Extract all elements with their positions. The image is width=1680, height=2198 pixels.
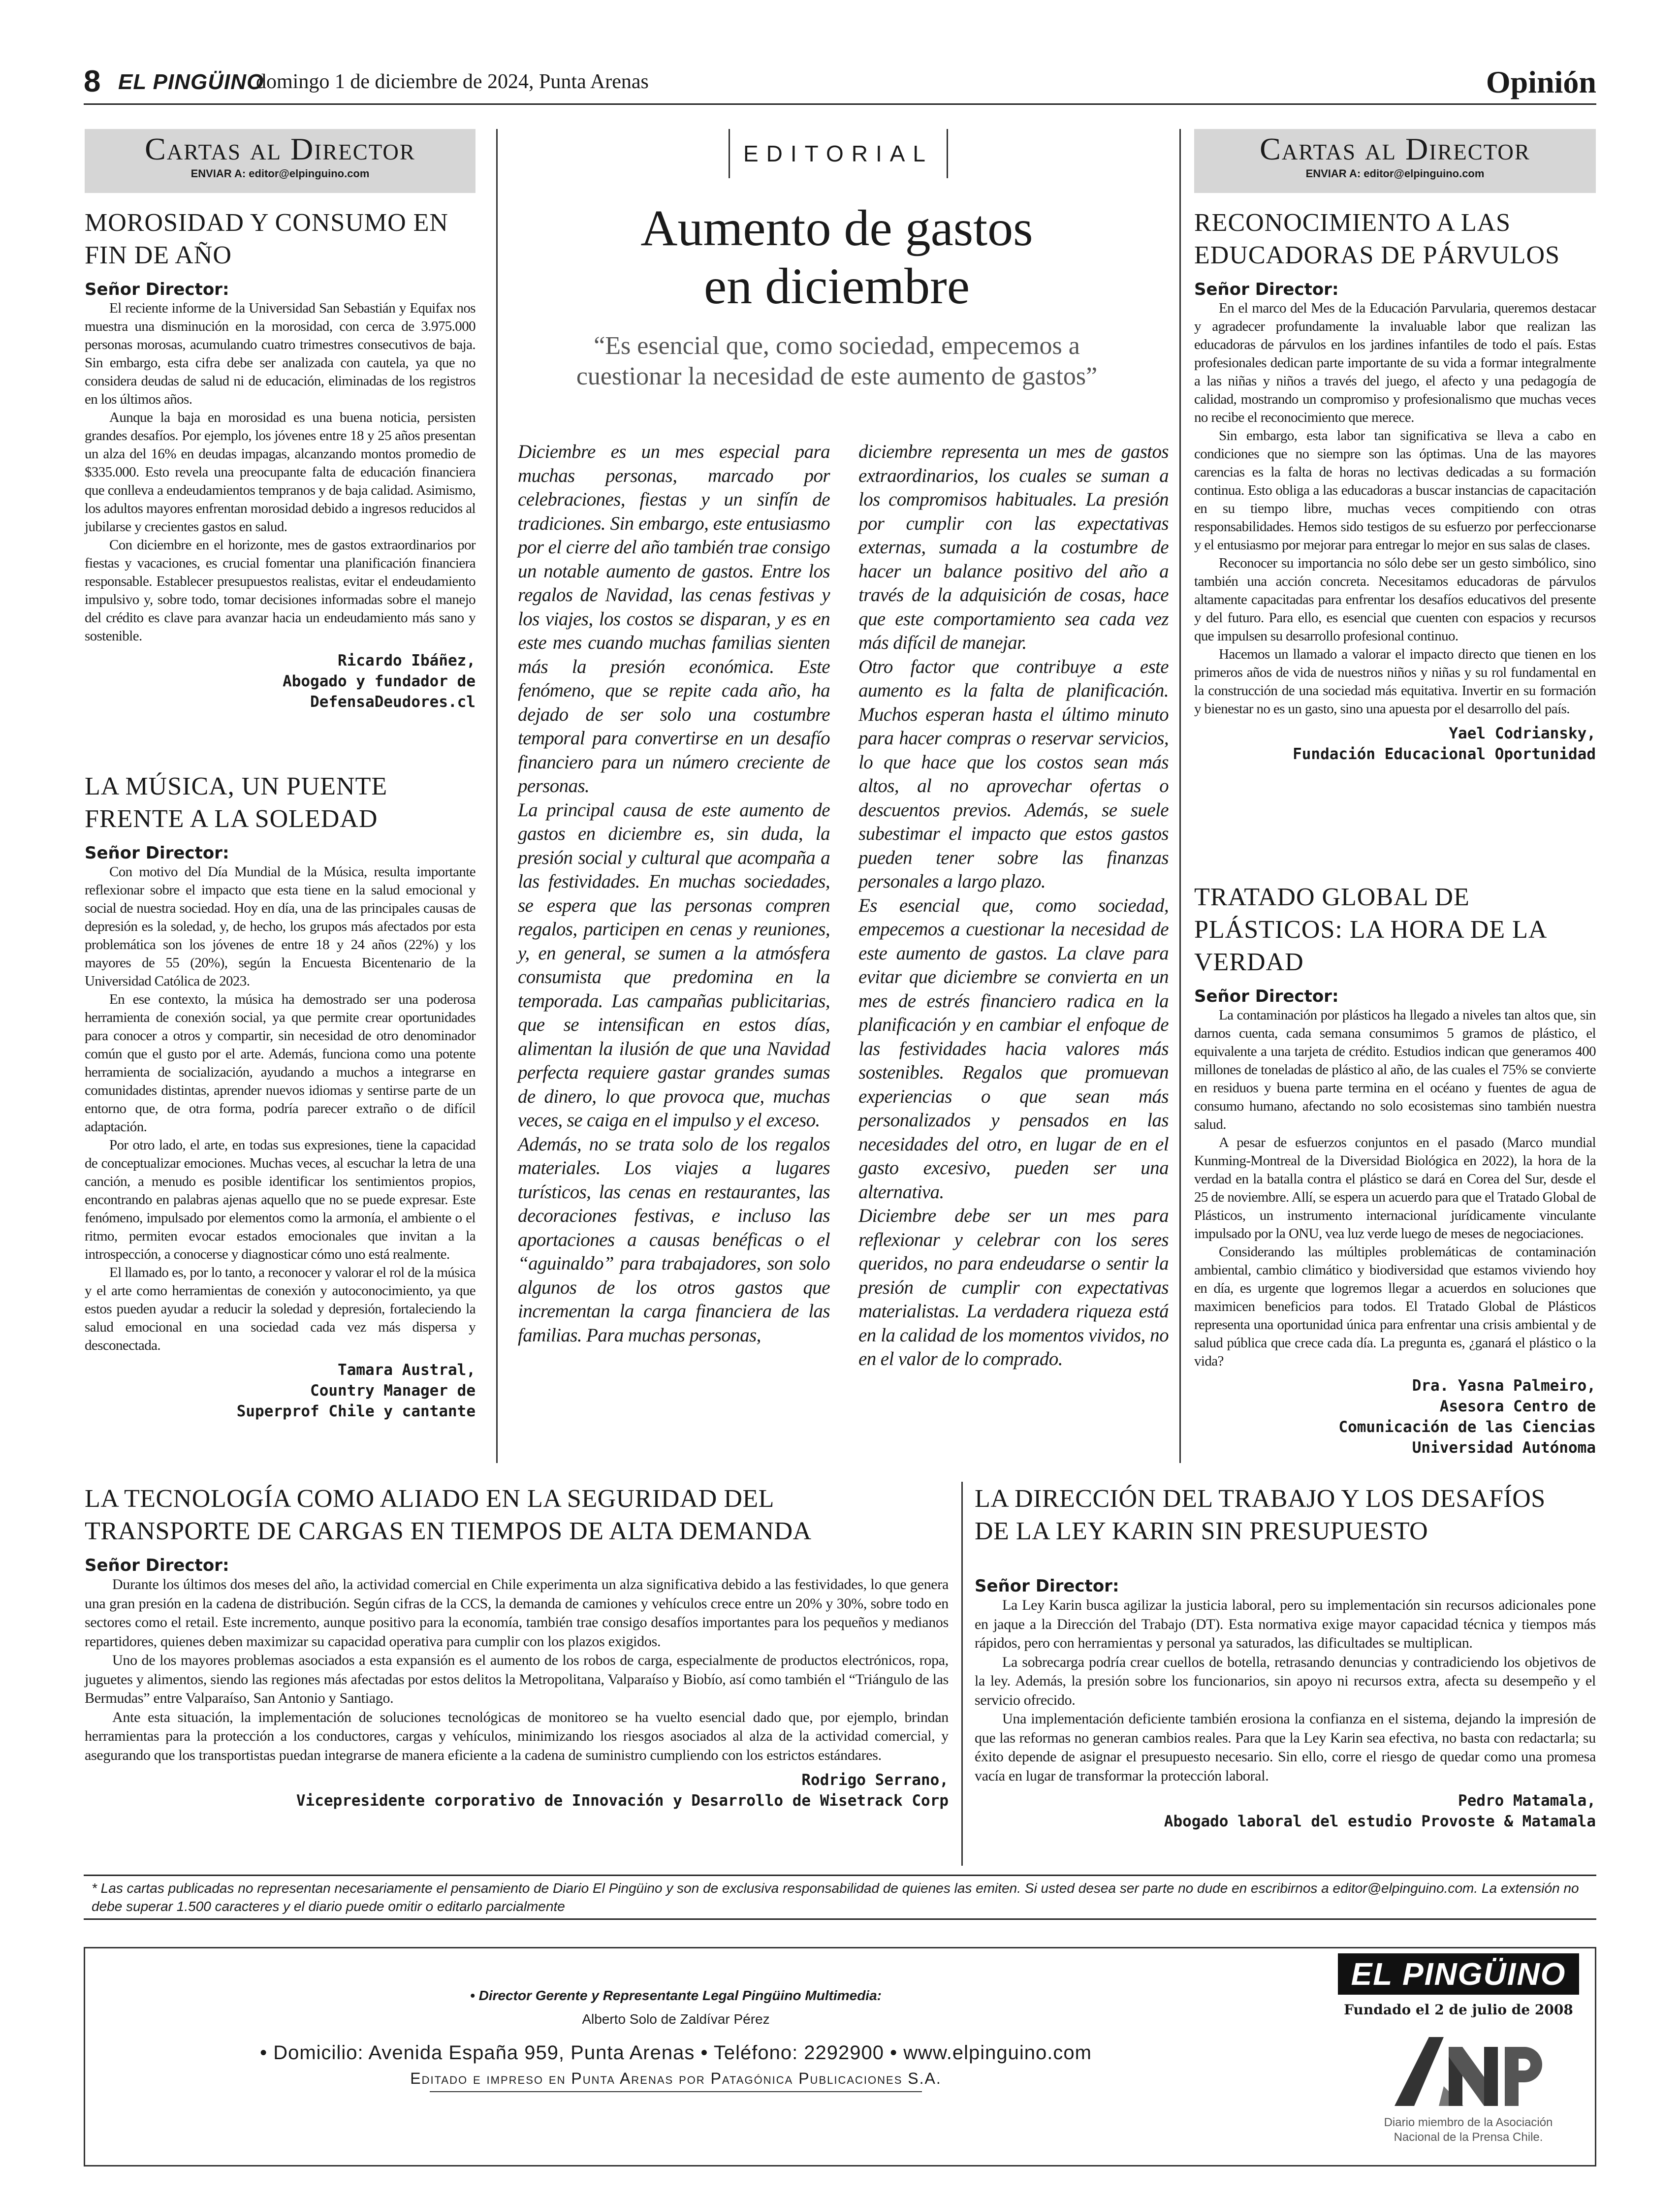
column-divider-right [1179, 129, 1181, 1463]
masthead-brand: EL PINGÜINO [118, 70, 264, 94]
letter-title: TRATADO GLOBAL DE PLÁSTICOS: LA HORA DE LA VERDAD [1194, 883, 1546, 976]
letter-title [975, 1483, 1596, 1548]
paragraph: diciembre representa un mes de gastos extraordinarios, los cuales se suman a los compromisos habituales. La presión por cumplir con las expectativas externas, sumada a la costumbre de hacer un balance positivo del año a través de la adquisición de cosas, hace que este comportamiento sea cada vez más difícil de manejar. [858, 441, 1169, 653]
cartas-send-to: ENVIAR A: editor@elpinguino.com [190, 167, 370, 180]
paragraph: Ante esta situación, la implementación de soluciones tecnológicas de monitoreo se ha vuelto esencial dado que, por ejemplo, brindan herramientas para la protección a los conductores, cargas y vehículos, minimizando los riesgos asociados al alza de la actividad comercial, y asegurando que los transportistas puedan integrarse de manera eficiente a la cadena de suministro cumpliendo con los estrictos estándares. [85, 1709, 949, 1763]
address-line: • Domicilio: Avenida España 959, Punta Arenas • Teléfono: 2292900 • www.elpinguino.com [260, 2042, 1092, 2064]
signature [1194, 1375, 1596, 1458]
salutation: Señor Director: [1194, 987, 1339, 1006]
paragraph: El llamado es, por lo tanto, a reconocer y valorar el rol de la música y el arte como herramientas de conexión y autoconocimiento, ya que estos pueden ayudar a reducir la soledad y depresión, fortaleciendo la salud emocional en una sociedad cada vez más dispersa y desconectada. [85, 1265, 475, 1353]
letter-title-line: TRANSPORTE DE CARGAS EN TIEMPOS DE ALTA DEMANDA [85, 1517, 812, 1545]
letter-body [85, 299, 475, 645]
letter-title-line: DE LA LEY KARIN SIN PRESUPUESTO [975, 1517, 1428, 1545]
cartas-title: Cartas al Director [145, 131, 415, 166]
paragraph: Por otro lado, el arte, en todas sus expresiones, tiene la capacidad de conceptualizar emociones. Muchas veces, al escuchar la letra de una canción, a menudo es posible identificar los sentimientos propios, encontrando en palabras ajenas aquello que no se puede expresar. Este fenómeno, impulsado por elementos como la armonía, el ambiente o el ritmo, permiten evocar estados emocionales que invitan a la introspección, a conocerse y diagnosticar cómo uno está realmente. [85, 1137, 475, 1262]
signature [975, 1790, 1596, 1832]
signature-org: Superprof Chile y cantante [236, 1402, 475, 1420]
editorial-title-line: Aumento de gastos [640, 200, 1033, 256]
signature-name: Rodrigo Serrano, [801, 1771, 949, 1789]
letter-body [85, 1575, 949, 1765]
paragraph: Con diciembre en el horizonte, mes de gastos extraordinarios por fiestas y vacaciones, es crucial fomentar una planificación financiera responsable. Establecer presupuestos realistas, evitar el endeudamiento impulsivo y, sobre todo, tomar decisiones informadas sobre el manejo del crédito es clave para avanzar hacia un endeudamiento más sano y sostenible. [85, 537, 475, 644]
section-title: Opinión [1486, 64, 1596, 99]
letter-title [85, 1483, 949, 1548]
signature-role: Country Manager de [310, 1382, 475, 1400]
anp-caption-1: Diario miembro de la Asociación [1384, 2116, 1553, 2129]
signature [85, 1770, 949, 1811]
signature [1194, 723, 1596, 765]
signature [85, 1360, 475, 1422]
signature-name: Pedro Matamala, [1458, 1792, 1596, 1810]
founded-line: Fundado el 2 de julio de 2008 [1344, 2002, 1573, 2018]
letter-educadoras [1194, 207, 1596, 765]
letter-morosidad [85, 207, 475, 712]
cartas-send-to: ENVIAR A: editor@elpinguino.com [1305, 167, 1485, 180]
paragraph: Diciembre debe ser un mes para reflexionar y celebrar con los seres queridos, no para endeudarse o sentir la presión de cumplir con expectativas materialistas. La verdadera riqueza está en la calidad de los momentos vividos, no en el valor de lo comprado. [858, 1205, 1169, 1370]
paragraph: Con motivo del Día Mundial de la Música, resulta importante reflexionar sobre el impacto que esta tiene en la salud emocional y social de nuestra sociedad. Hoy en día, una de las principales causas de depresión es la soledad, y, de hecho, los grupos más afectados por esta problemática son los jóvenes de entre 18 y 24 años (22%) y los mayores de 55 (20%), según la Encuesta Bicentenario de la Universidad Católica de 2023. [85, 864, 475, 989]
anp-caption-2: Nacional de la Prensa Chile. [1394, 2131, 1543, 2144]
disclaimer: * Las cartas publicadas no representan necesariamente el pensamiento de Diario El Pingüino y son de exclusiva responsabilidad de quienes las emiten. Si usted desea ser parte no dude en escribirnos a editor@elpinguino.com. La extensión no debe superar 1.500 caracteres y el diario puede omitir o editarlo parcialmente [84, 1875, 1596, 1920]
editorial-column-1 [518, 440, 830, 1347]
letter-tecnologia [85, 1483, 949, 1811]
publisher-line: Editado e impreso en Punta Arenas por Patagónica Publicaciones S.A. [410, 2070, 942, 2087]
salutation: Señor Director: [975, 1576, 1119, 1596]
paragraph: A pesar de esfuerzos conjuntos en el pasado (Marco mundial Kunming-Montreal de la Diversidad Biológica en 2022), la hora de la verdad en la batalla contra el plástico se dará en Corea del Sur, desde el 25 de noviembre. Allí, se espera un acuerdo para que el Tratado Global de Plásticos, un instrumento internacional jurídicamente vinculante impulsado por la ONU, vea luz verde luego de meses de negociaciones. [1194, 1135, 1596, 1242]
el-pinguino-logo: EL PINGÜINO [1338, 1953, 1579, 1995]
letter-body [1194, 299, 1596, 718]
paragraph: Hacemos un llamado a valorar el impacto directo que tienen en los primeros años de vida de nuestros niños y niñas y su rol fundamental en la construcción de una sociedad más equitativa. Invertir en su formación y bienestar no es un gasto, sino una apuesta por el desarrollo del país. [1194, 646, 1596, 717]
salutation: Señor Director: [85, 843, 229, 863]
signature-role: Vicepresidente corporativo de Innovación y Desarrollo de Wisetrack Corp [296, 1792, 949, 1810]
column-divider-bottom [961, 1482, 963, 1866]
cartas-header-left [85, 129, 475, 193]
paragraph: La Ley Karin busca agilizar la justicia laboral, pero su implementación sin recursos adicionales pone en jaque a la Dirección del Trabajo (DT). Esta normativa exige mayor capacidad técnica y tiempos más rápidos, pero con herramientas y personal ya saturados, las dificultades se multiplican. [975, 1597, 1596, 1651]
signature-org: DefensaDeudores.cl [310, 693, 475, 711]
paragraph: Durante los últimos dos meses del año, la actividad comercial en Chile experimenta un alza significativa debido a las festividades, lo que genera una gran presión en la cadena de distribución. Según cifras de la CCS, la demanda de camiones y vehículos crece entre un 20% y 30%, sobre todo en sectores como el retail. Este incremento, aunque positivo para la economía, también trae consigo desafíos importantes para los pequeños y medianos repartidores, quienes deben maximizar su capacidad operativa para cumplir con los plazos exigidos. [85, 1576, 949, 1650]
editorial-title-line: en diciembre [704, 258, 970, 315]
signature-org: Fundación Educacional Oportunidad [1293, 745, 1596, 763]
paragraph: Además, no se trata solo de los regalos materiales. Los viajes a lugares turísticos, las cenas en restaurantes, las decoraciones festivas, e incluso las aportaciones a causas benéficas o el “aguinaldo” para trabajadores, son solo algunos de los otros gastos que incrementan la carga financiera de las familias. Para muchas personas, [518, 1133, 830, 1346]
footer-box [84, 1947, 1596, 2166]
signature-name: Tamara Austral, [338, 1361, 475, 1379]
letter-musica [85, 770, 475, 1422]
letter-title: MOROSIDAD Y CONSUMO EN FIN DE AÑO [85, 209, 448, 269]
paragraph: Uno de los mayores problemas asociados a esta expansión es el aumento de los robos de carga, especialmente de productos electrónicos, ropa, juguetes y alimentos, siendo las regiones más afectadas por estos delitos la Metropolitana, Valparaíso y Biobío, así como también el “Triángulo de las Bermudas” entre Valparaíso, San Antonio y Santiago. [85, 1652, 949, 1706]
signature-role: Abogado laboral del estudio Provoste & Matamala [1164, 1813, 1596, 1830]
signature-org: Comunicación de las Ciencias [1338, 1418, 1596, 1436]
letter-title: RECONOCIMIENTO A LAS EDUCADORAS DE PÁRVULOS [1194, 209, 1560, 269]
editorial-column-2 [858, 440, 1169, 1371]
paragraph: Diciembre es un mes especial para muchas personas, marcado por celebraciones, fiestas y un sinfín de tradiciones. Sin embargo, este entusiasmo por el cierre del año también trae consigo un notable aumento de gastos. Entre los regalos de Navidad, las cenas festivas y los viajes, los costos se disparan, y es en este mes cuando muchas familias sienten más la presión económica. Este fenómeno, que se repite cada año, ha dejado de ser solo una costumbre temporal para convertirse en un desafío financiero para un número creciente de personas. [518, 441, 830, 796]
paragraph: El reciente informe de la Universidad San Sebastián y Equifax nos muestra una disminución en la morosidad, con cerca de 3.975.000 personas morosas, acumulando cuatro trimestres consecutivos de baja. Sin embargo, esta cifra debe ser analizada con cautela, ya que no considera deudas de salud ni de educación, eliminadas de los registros en los últimos años. [85, 300, 475, 407]
signature-name: Ricardo Ibáñez, [338, 652, 475, 669]
signature [85, 650, 475, 712]
letter-body [975, 1596, 1596, 1785]
letter-plasticos [1194, 881, 1596, 1458]
salutation: Señor Director: [85, 1556, 229, 1575]
anp-logo-icon [1385, 2027, 1552, 2111]
paragraph: Aunque la baja en morosidad es una buena noticia, persisten grandes desafíos. Por ejemplo, los jóvenes entre 18 y 25 años presentan un alza del 16% en deudas impagas, alcanzando montos promedio de $335.000. Esto revela una preocupante falta de educación financiera que conlleva a endeudamientos tempranos y de baja calidad. Asimismo, los adultos mayores enfrentan morosidad debido a ingresos reducidos al jubilarse y crecientes gastos en salud. [85, 410, 475, 535]
paragraph: Una implementación deficiente también erosiona la confianza en el sistema, dejando la impresión de que las reformas no generan cambios reales. Para que la Ley Karin sea efectiva, no basta con redactarla; su éxito depende de asignar el presupuesto necesario. Sin ello, corre el riesgo de quedar como una promesa vacía en lugar de transformar la protección laboral. [975, 1711, 1596, 1784]
letter-title-line: LA DIRECCIÓN DEL TRABAJO Y LOS DESAFÍOS [975, 1485, 1546, 1513]
paragraph: Otro factor que contribuye a este aumento es la falta de planificación. Muchos esperan hasta el último minuto para hacer compras o reservar servicios, lo que hace que los costos sean más altos, al no aprovechar ofertas o descuentos previos. Además, se suele subestimar el impacto que estos gastos pueden tener sobre las finanzas personales a largo plazo. [858, 656, 1169, 892]
editorial-title [512, 199, 1162, 316]
letter-body [85, 863, 475, 1355]
signature-role: Asesora Centro de [1439, 1398, 1596, 1415]
editorial-pullquote: “Es esencial que, como sociedad, empecemos a cuestionar la necesidad de este aumento de gastos” [576, 332, 1098, 390]
page-number: 8 [84, 64, 101, 98]
salutation: Señor Director: [85, 280, 229, 299]
signature-org: Universidad Autónoma [1412, 1439, 1596, 1457]
column-divider-left [496, 129, 498, 1463]
dateline: domingo 1 de diciembre de 2024, Punta Arenas [256, 70, 649, 93]
paragraph: La principal causa de este aumento de gastos en diciembre es, sin duda, la presión social y cultural que acompaña a las festividades. En muchas sociedades, se espera que las personas compren regalos, participen en cenas y reuniones, y, en general, se sumen a la atmósfera consumista que predomina en la temporada. Las campañas publicitarias, que se intensifican en estos días, alimentan la ilusión de que una Navidad perfecta requiere gastar grandes sumas de dinero, lo que provoca que, muchas veces, se caiga en el impulso y el exceso. [518, 799, 830, 1131]
paragraph: En ese contexto, la música ha demostrado ser una poderosa herramienta de conexión social, ya que permite crear oportunidades para conocer a otros y compartir, sin necesidad de otro denominador común que el gusto por el arte. Además, funciona como una potente herramienta de socialización, ayudando a muchos a integrarse en comunidades distintas, aprender nuevos idiomas y sentirse parte de un entorno que, de otra forma, podría parecer extraño o de difícil adaptación. [85, 991, 475, 1135]
letter-ley-karin [975, 1483, 1596, 1832]
signature-name: Dra. Yasna Palmeiro, [1412, 1377, 1596, 1395]
paragraph: Es esencial que, como sociedad, empecemos a cuestionar la necesidad de este aumento de gastos. La clave para evitar que diciembre se convierta en un mes de estrés financiero radica en la planificación y en cambiar el enfoque de las festividades hacia valores más sostenibles. Regalos que promuevan experiencias o que sean más personalizados y pensados en las necesidades del otro, en lugar de en el gasto excesivo, pueden ser una alternativa. [858, 894, 1169, 1203]
cartas-title: Cartas al Director [1260, 131, 1530, 166]
publisher-underline [430, 2091, 922, 2092]
paragraph: La sobrecarga podría crear cuellos de botella, retrasando denuncias y contradiciendo los objetivos de la ley. Además, la presión sobre los funcionarios, sin apoyo ni recursos extra, afecta su desempeño y el servicio ofrecido. [975, 1654, 1596, 1708]
director-name: Alberto Solo de Zaldívar Pérez [582, 2011, 770, 2027]
cartas-header-right [1194, 129, 1596, 193]
letter-title: LA MÚSICA, UN PUENTE FRENTE A LA SOLEDAD [85, 772, 388, 833]
letter-title-line: LA TECNOLOGÍA COMO ALIADO EN LA SEGURIDAD DEL [85, 1485, 774, 1513]
paragraph: La contaminación por plásticos ha llegado a niveles tan altos que, sin darnos cuenta, cada semana consumimos 5 gramos de plástico, el equivalente a una tarjeta de crédito. Estudios indican que generamos 400 millones de toneladas de plástico al año, de las cuales el 75% se convierte en residuos y buena parte termina en el océano y fuentes de agua de consumo humano, afectando no solo ecosistemas sino también nuestra salud. [1194, 1007, 1596, 1132]
letter-body [1194, 1006, 1596, 1370]
page-header [84, 64, 1596, 105]
paragraph: En el marco del Mes de la Educación Parvularia, queremos destacar y agradecer profundamente la invaluable labor que realizan las educadoras de párvulos en los jardines infantiles de todo el país. Estas profesionales dedican parte importante de su vida a formar integralmente a las niñas y niños a través del juego, el afecto y una pedagogía de calidad, mostrando un compromiso y profesionalismo que muchas veces no recibe el reconocimiento que merece. [1194, 300, 1596, 425]
paragraph: Reconocer su importancia no sólo debe ser un gesto simbólico, sino también una acción concreta. Necesitamos educadoras de párvulos altamente capacitadas para enfrentar los desafíos educativos del presente y del futuro. Para ello, es esencial que cuenten con espacios y recursos que impulsen su desarrollo profesional continuo. [1194, 555, 1596, 644]
editorial-label: EDITORIAL [743, 141, 933, 166]
director-label: • Director Gerente y Representante Legal Pingüino Multimedia: [470, 1988, 882, 2003]
signature-role: Abogado y fundador de [283, 672, 475, 690]
editorial-label-box [729, 129, 948, 178]
paragraph: Considerando las múltiples problemáticas de contaminación ambiental, cambio climático y biodiversidad que estamos viviendo hoy en día, es urgente que logremos llegar a acuerdos en soluciones que maximicen beneficios para todos. El Tratado Global de Plásticos representa una oportunidad única para enfrentar una crisis ambiental y de salud pública que crece cada día. La pregunta es, ¿ganará el plástico o la vida? [1194, 1244, 1596, 1369]
salutation: Señor Director: [1194, 280, 1339, 299]
paragraph: Sin embargo, esta labor tan significativa se lleva a cabo en condiciones que no siempre son las óptimas. Una de las mayores carencias es la falta de horas no lectivas dedicadas a su formación continua. Esto obliga a las educadoras a buscar instancias de capacitación en su tiempo libre, muchas veces compitiendo con otras responsabilidades. Hemos sido testigos de su esfuerzo por perfeccionarse y el entusiasmo por mejorar para entregar lo mejor en sus salas de clases. [1194, 428, 1596, 553]
anp-logo [1385, 2027, 1552, 2111]
signature-name: Yael Codriansky, [1449, 725, 1596, 742]
